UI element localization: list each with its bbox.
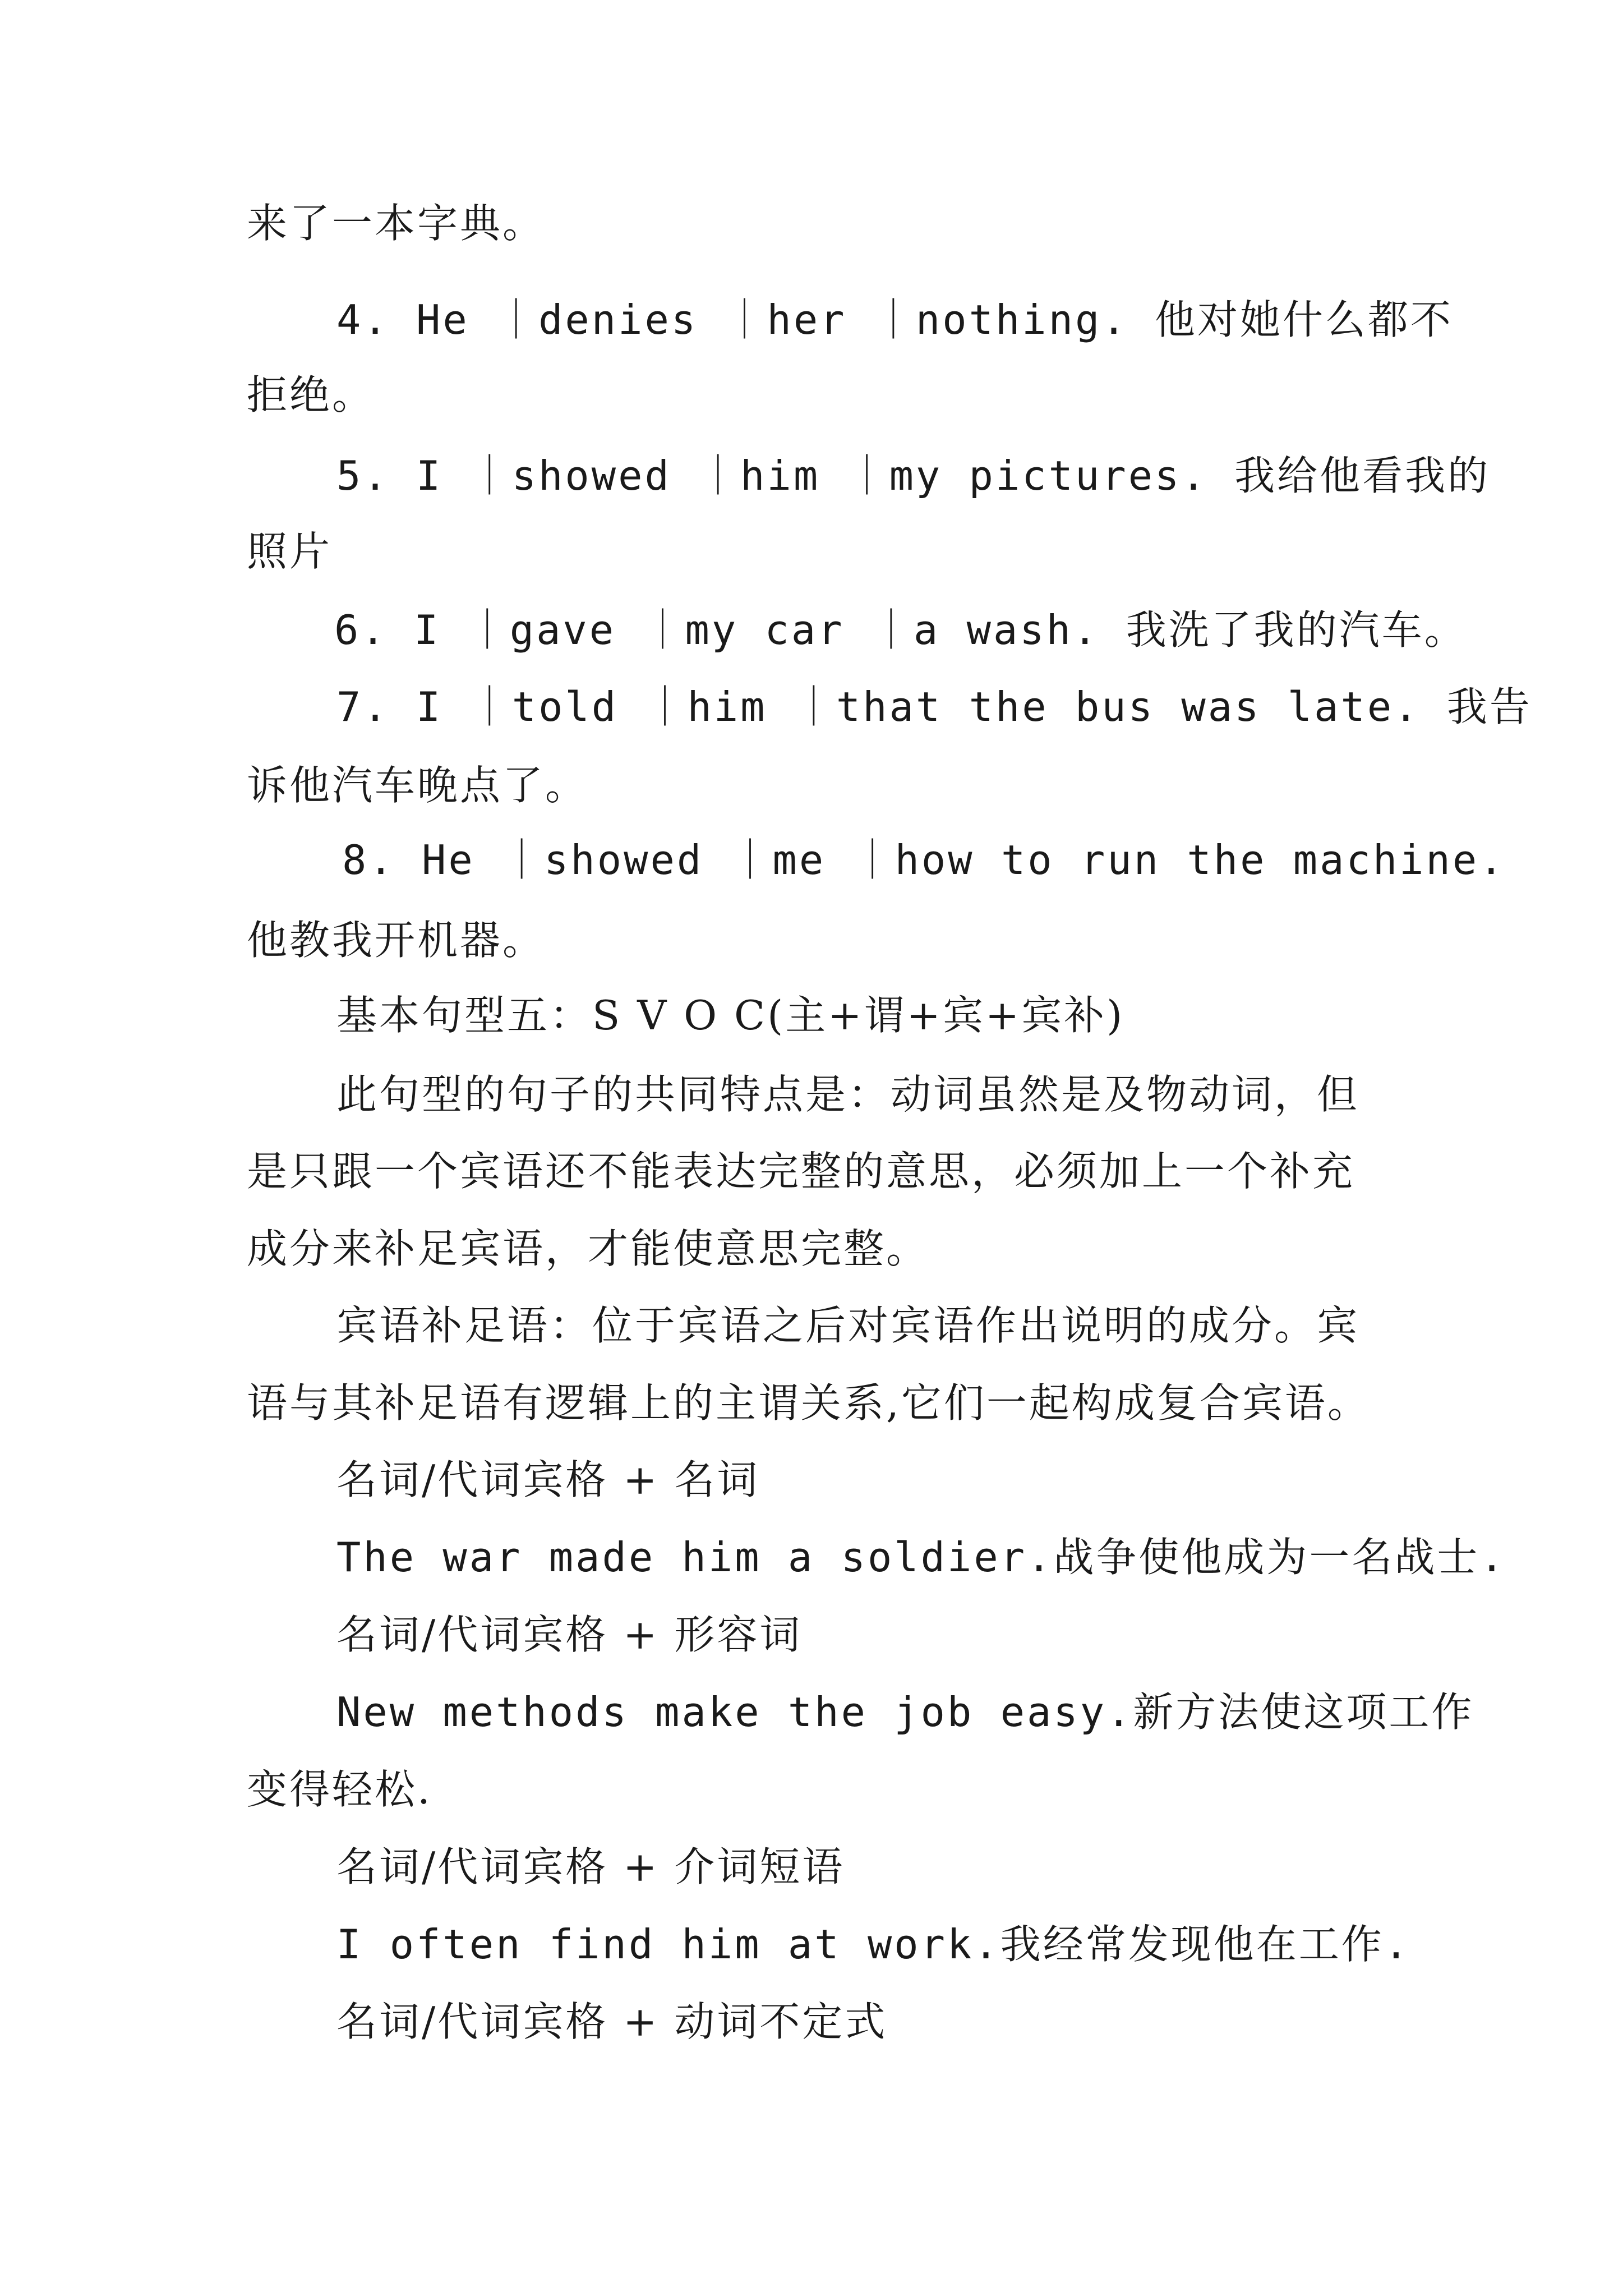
text-line-2: 4. He ｜denies ｜her ｜nothing. 他对她什么都不 — [336, 296, 1454, 343]
text-line-4: 5. I ｜showed ｜him ｜my pictures. 我给他看我的 — [336, 452, 1491, 499]
text-line-16: 语与其补足语有逻辑上的主谓关系,它们一起构成复合宾语。 — [247, 1379, 1370, 1427]
text-line-20: New methods make the job easy.新方法使这项工作 — [336, 1688, 1474, 1736]
text-line-21: 变得轻松. — [247, 1766, 432, 1813]
text-line-22: 名词/代词宾格 + 介词短语 — [336, 1843, 845, 1890]
text-line-9: 8. He ｜showed ｜me ｜how to run the machine. — [342, 836, 1506, 884]
text-line-17: 名词/代词宾格 + 名词 — [336, 1456, 760, 1503]
text-line-10: 他教我开机器。 — [247, 917, 546, 964]
text-line-15: 宾语补足语：位于宾语之后对宾语作出说明的成分。宾 — [336, 1302, 1360, 1349]
text-line-3: 拒绝。 — [247, 371, 375, 418]
text-line-23: I often find him at work.我经常发现他在工作. — [336, 1921, 1411, 1968]
text-line-6: 6. I ｜gave ｜my car ｜a wash. 我洗了我的汽车。 — [334, 606, 1467, 654]
text-line-8: 诉他汽车晚点了。 — [247, 762, 588, 809]
text-line-1: 来了一本字典。 — [247, 200, 546, 247]
text-line-13: 是只跟一个宾语还不能表达完整的意思，必须加上一个补充 — [247, 1148, 1355, 1195]
text-line-18: The war made him a soldier.战争使他成为一名战士. — [336, 1534, 1506, 1581]
text-line-12: 此句型的句子的共同特点是：动词虽然是及物动词，但 — [336, 1071, 1360, 1118]
text-line-19: 名词/代词宾格 + 形容词 — [336, 1611, 803, 1658]
text-line-11: 基本句型五：S V O C(主+谓+宾+宾补) — [336, 992, 1125, 1039]
text-line-5: 照片 — [247, 528, 333, 575]
text-line-7: 7. I ｜told ｜him ｜that the bus was late. 我告 — [336, 683, 1532, 730]
text-line-24: 名词/代词宾格 + 动词不定式 — [336, 1998, 888, 2045]
text-line-14: 成分来补足宾语，才能使意思完整。 — [247, 1225, 929, 1272]
